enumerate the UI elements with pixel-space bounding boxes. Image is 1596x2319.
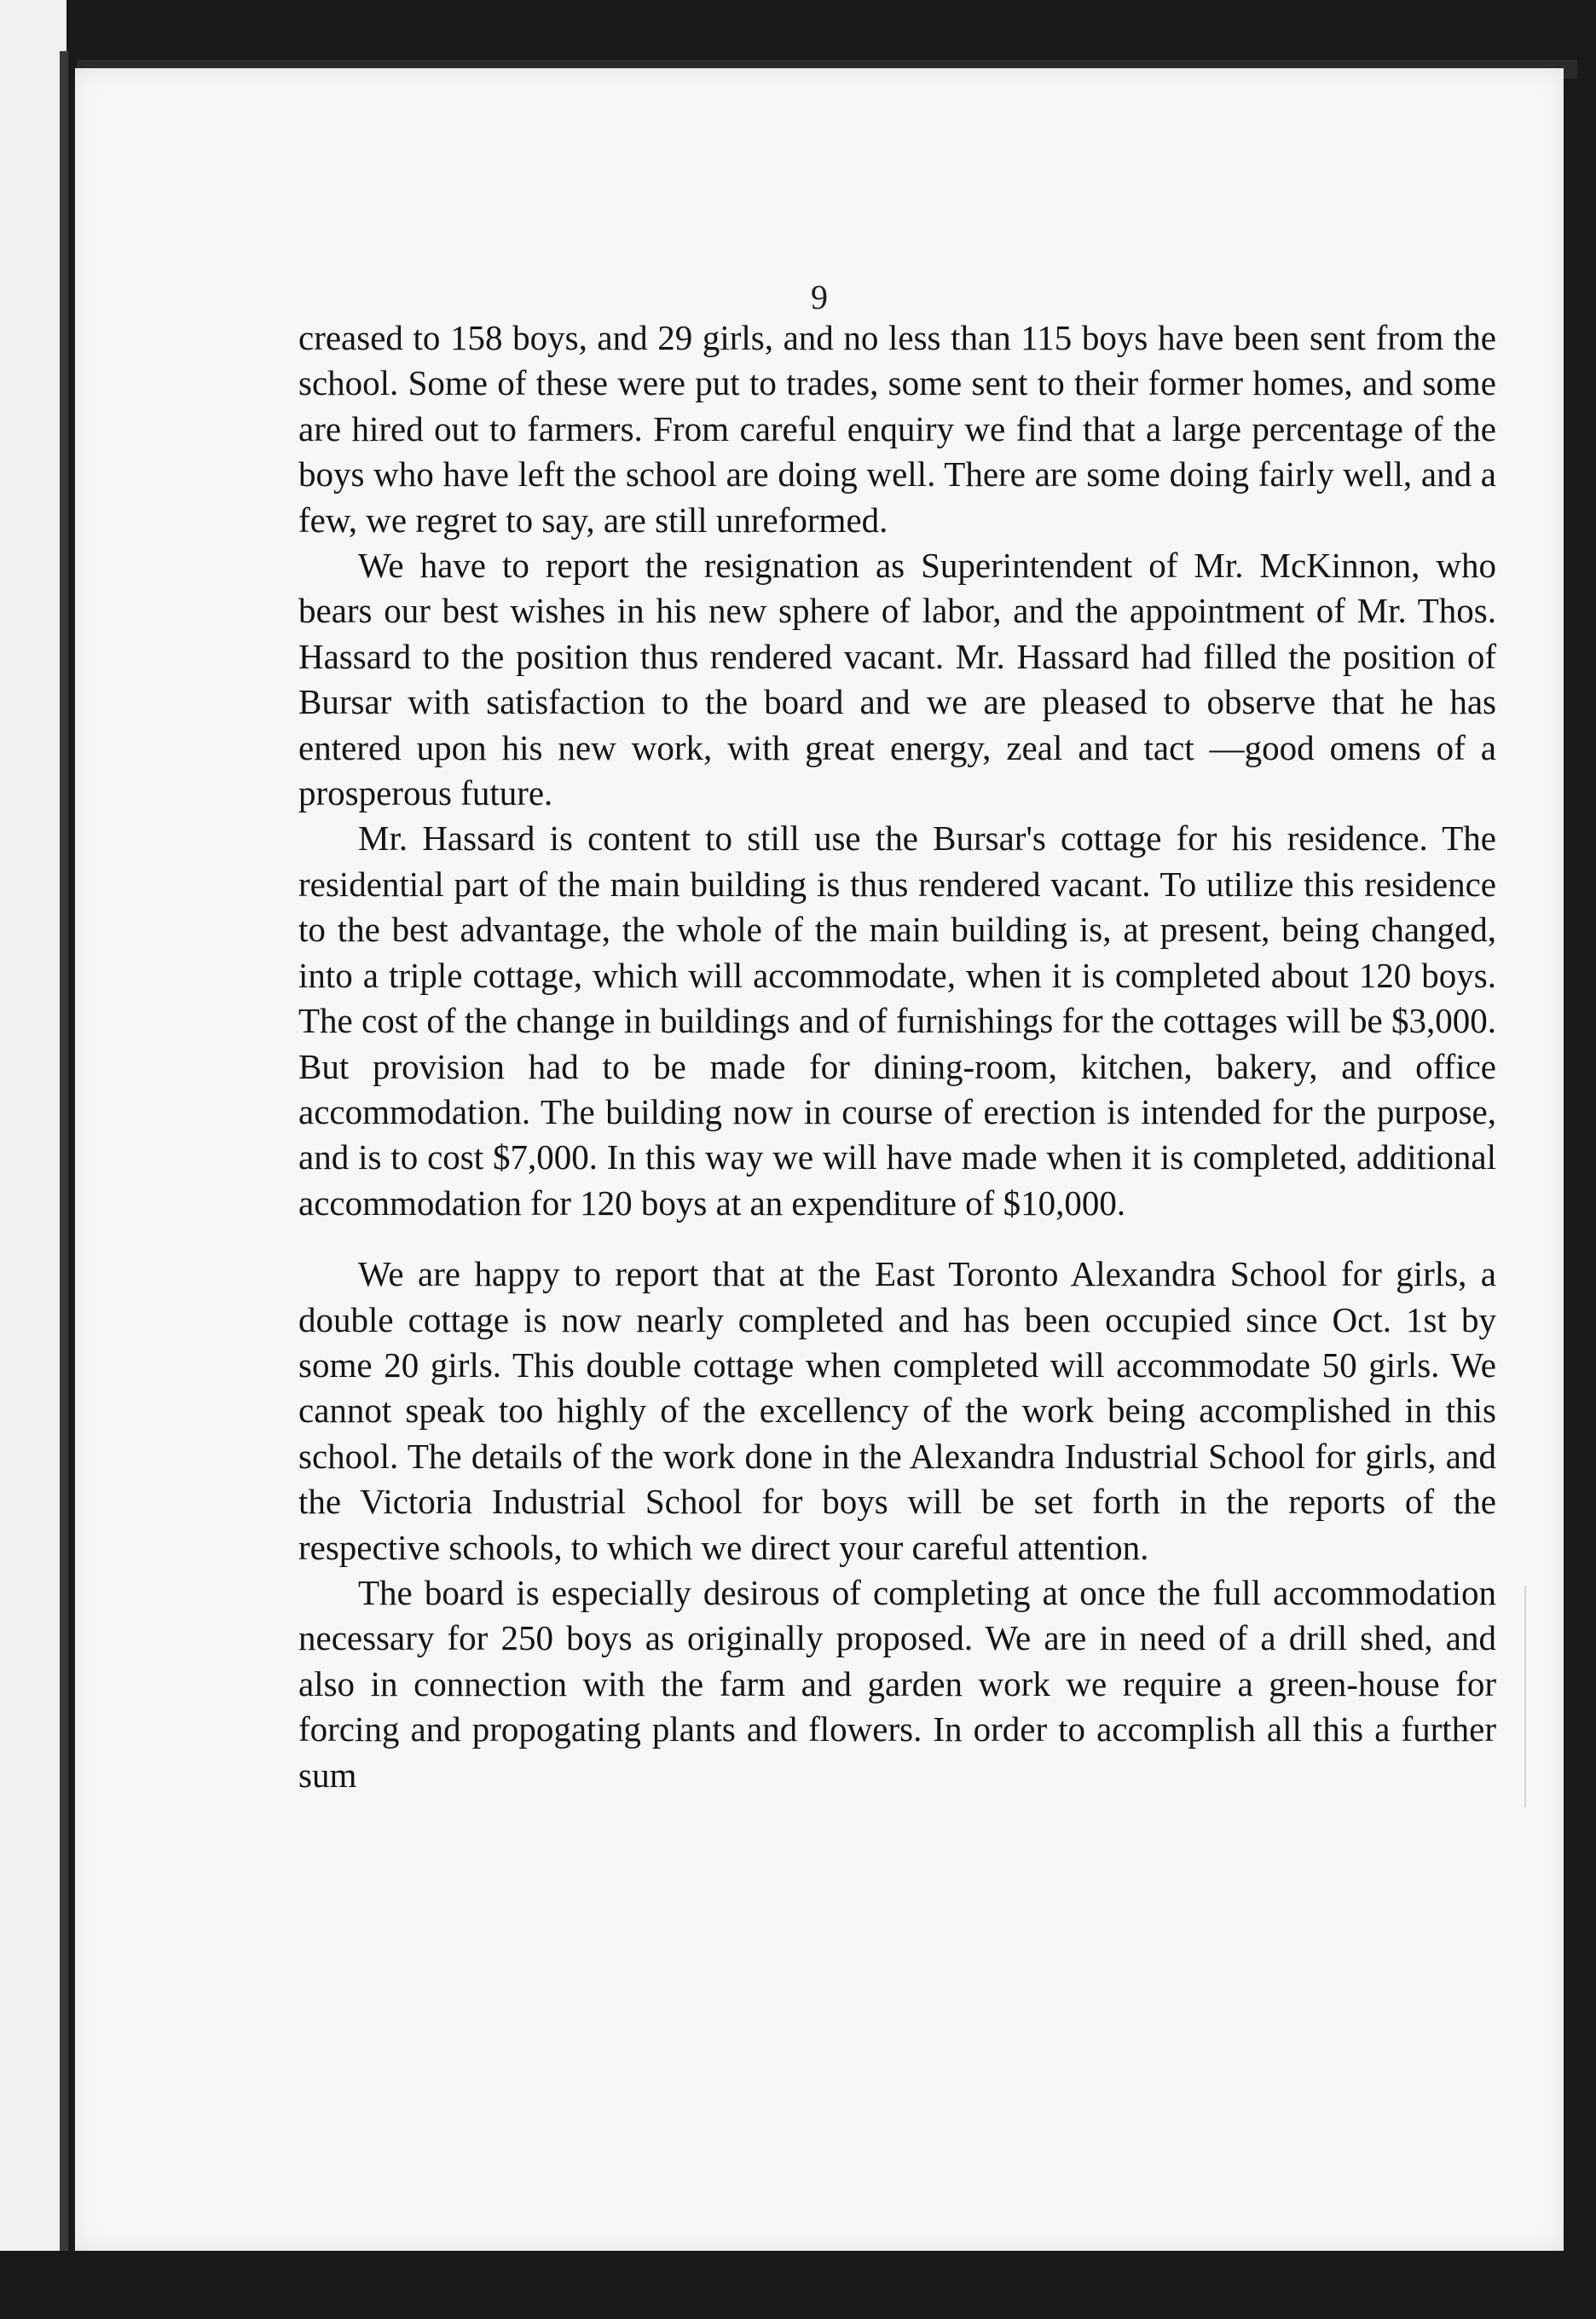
paragraph-1: creased to 158 boys, and 29 girls, and no less than 115 boys have been sent from the school. Some of these were put to trades, some sent to their former homes, and some are hired out to farmers. From careful enquiry we find that a large percentage of the boys who have left the school are doing well. There are some doing fairly well, and a few, we regret to say, are still unreformed. [298, 318, 1496, 540]
page-number: 9 [811, 278, 828, 316]
paragraph-2: We have to report the resignation as Superintendent of Mr. McKinnon, who bears our best wishes in his new sphere of labor, and the appointment of Mr. Thos. Hassard to the position thus rendered vacant. Mr. Hassard had filled the position of Bursar with satisfaction to the board and we are pleased to observe that he has entered upon his new work, with great energy, zeal and tact —good omens of a prosperous future. [298, 546, 1496, 813]
margin-pencil-mark [1524, 1586, 1526, 1807]
book-spine-edge [60, 51, 68, 2251]
paragraph-3: Mr. Hassard is content to still use the Bursar's cottage for his residence. The residential part of the main building is thus rendered vacant. To utilize this residence to the best advantage, the whole of the main building is, at present, being changed, into a triple cottage, which will accommodate, when it is completed about 120 boys. The cost of the change in buildings and of furnishings for the cottages will be $3,000. But provision had to be made for dining-room, kitchen, bakery, and office accommodation. The building now in course of erection is intended for the purpose, and is to cost $7,000. In this way we will have made when it is completed, additional accommodation for 120 boys at an expenditure of $10,000. [298, 818, 1496, 1223]
document-page [75, 68, 1564, 2251]
body-text [298, 315, 1496, 1798]
paragraph-5: The board is especially desirous of completing at once the full accommodation necessary for 250 boys as originally proposed. We are in need of a drill shed, and also in connection with the farm and garden work we require a green-house for forcing and propogating plants and flowers. In order to accomplish all this a further sum [298, 1572, 1496, 1795]
scan-bottom-edge [0, 2251, 1596, 2319]
paragraph-4: We are happy to report that at the East Toronto Alexandra School for girls, a double cottage is now nearly completed and has been occupied since Oct. 1st by some 20 girls. This double cottage when completed will accommodate 50 girls. We cannot speak too highly of the excellency of the work being accomplished in this school. The details of the work done in the Alexandra Industrial School for girls, and the Victoria Industrial School for boys will be set forth in the reports of the respective schools, to which we direct your careful attention. [298, 1254, 1496, 1567]
scan-left-margin [0, 0, 66, 2319]
